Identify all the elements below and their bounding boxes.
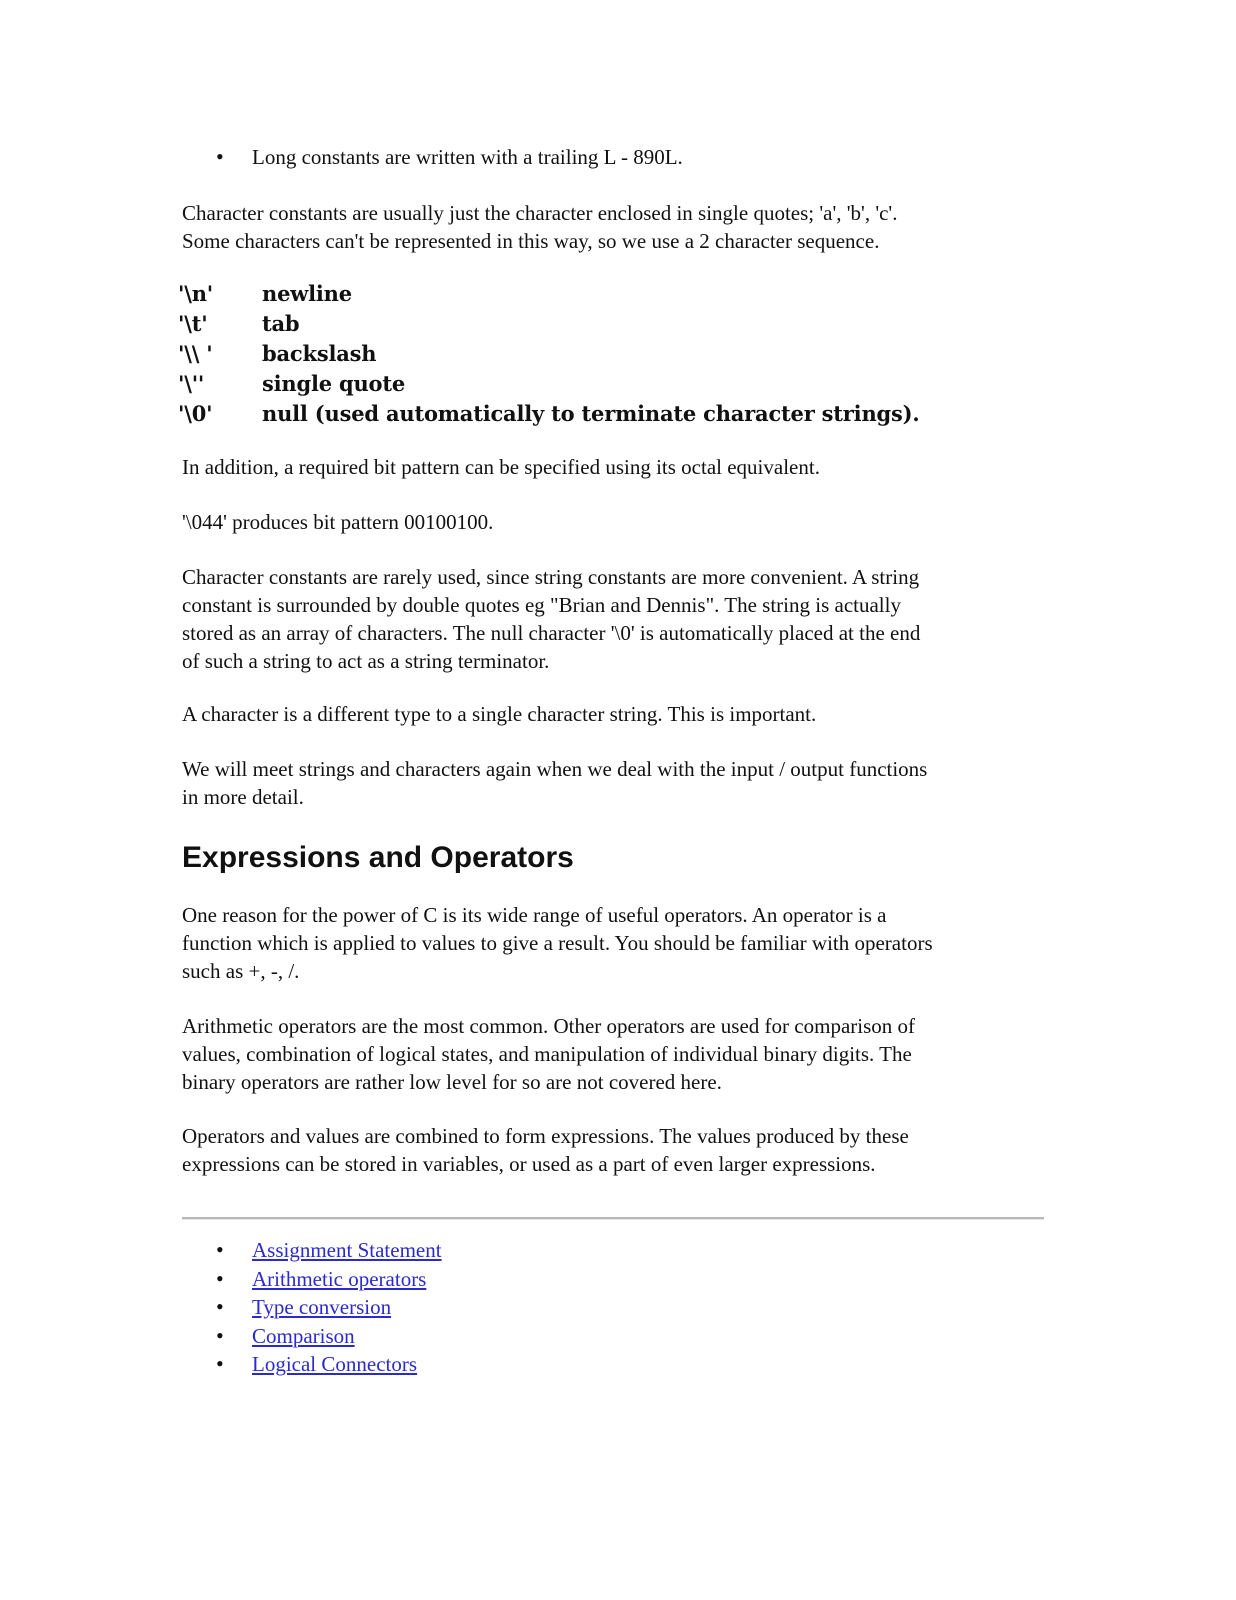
paragraph-expressions	[182, 1122, 1052, 1178]
escape-row-tab	[178, 309, 919, 339]
escape-sequence-table	[178, 279, 919, 429]
paragraph-line: In addition, a required bit pattern can be specified using its octal equivalent.	[182, 455, 820, 479]
escape-description: null (used automatically to terminate character strings).	[262, 401, 920, 426]
paragraph-line: Arithmetic operators are the most common. Other operators are used for comparison of	[182, 1014, 916, 1038]
paragraph-line: of such a string to act as a string terminator.	[182, 649, 550, 673]
paragraph-octal	[182, 453, 1052, 481]
paragraph-line: binary operators are rather low level for so are not covered here.	[182, 1070, 722, 1094]
list-item	[182, 143, 1052, 172]
list-item	[182, 1350, 1052, 1379]
escape-row-newline	[178, 279, 919, 309]
paragraph-line: One reason for the power of C is its wide range of useful operators. An operator is a	[182, 903, 887, 927]
link-logical-connectors[interactable]: Logical Connectors	[252, 1352, 418, 1376]
paragraph-line: values, combination of logical states, and manipulation of individual binary digits. The	[182, 1042, 912, 1066]
list-item	[182, 1322, 1052, 1351]
link-assignment-statement[interactable]: Assignment Statement	[252, 1238, 442, 1262]
paragraph-octal-example	[182, 508, 1052, 536]
link-comparison[interactable]: Comparison	[252, 1323, 355, 1348]
list-item	[182, 1236, 1052, 1265]
escape-code: '\\ '	[178, 341, 213, 366]
paragraph-line: function which is applied to values to give a result. You should be familiar with operators	[182, 931, 933, 955]
escape-code: '\n'	[178, 281, 213, 306]
escape-description: newline	[262, 281, 352, 306]
escape-row-single-quote	[178, 369, 919, 399]
escape-row-backslash	[178, 339, 919, 369]
escape-row-null	[178, 399, 919, 429]
top-bullet-list	[182, 143, 1052, 172]
section-heading: Expressions and Operators	[182, 841, 574, 874]
paragraph-string-constants	[182, 563, 1052, 675]
paragraph-meet-again	[182, 755, 1052, 811]
paragraph-line: We will meet strings and characters again when we deal with the input / output functions	[182, 757, 928, 781]
escape-description: tab	[262, 311, 300, 336]
paragraph-line: expressions can be stored in variables, or used as a part of even larger expressions.	[182, 1152, 876, 1176]
paragraph-line: Character constants are rarely used, since string constants are more convenient. A string	[182, 565, 920, 589]
escape-code: '\''	[178, 371, 205, 396]
section-links-list	[182, 1236, 1052, 1379]
paragraph-line: A character is a different type to a single character string. This is important.	[182, 702, 817, 726]
paragraph-operators-intro	[182, 901, 1052, 985]
escape-description: backslash	[262, 341, 377, 366]
paragraph-line: such as +, -, /.	[182, 959, 300, 983]
paragraph-line: Operators and values are combined to form expressions. The values produced by these	[182, 1124, 909, 1148]
link-type-conversion[interactable]: Type conversion	[252, 1295, 392, 1319]
paragraph-character-constants	[182, 199, 1052, 255]
paragraph-char-vs-string	[182, 700, 1052, 728]
list-item	[182, 1265, 1052, 1294]
escape-description: single quote	[262, 371, 406, 396]
list-item-text: Long constants are written with a trailing L - 890L.	[252, 145, 683, 169]
paragraph-arithmetic	[182, 1012, 1052, 1096]
list-item	[182, 1293, 1052, 1322]
escape-code: '\0'	[178, 401, 213, 426]
link-arithmetic-operators[interactable]: Arithmetic operators	[252, 1266, 427, 1291]
paragraph-line: constant is surrounded by double quotes eg "Brian and Dennis". The string is actually	[182, 593, 901, 617]
paragraph-line: Some characters can't be represented in this way, so we use a 2 character sequence.	[182, 229, 880, 253]
paragraph-line: stored as an array of characters. The null character '\0' is automatically placed at the end	[182, 621, 921, 645]
paragraph-line: '\044' produces bit pattern 00100100.	[182, 510, 494, 534]
paragraph-line: Character constants are usually just the character enclosed in single quotes; 'a', 'b', 'c'.	[182, 201, 898, 225]
paragraph-line: in more detail.	[182, 785, 304, 809]
horizontal-divider	[182, 1217, 1044, 1220]
escape-code: '\t'	[178, 311, 208, 336]
